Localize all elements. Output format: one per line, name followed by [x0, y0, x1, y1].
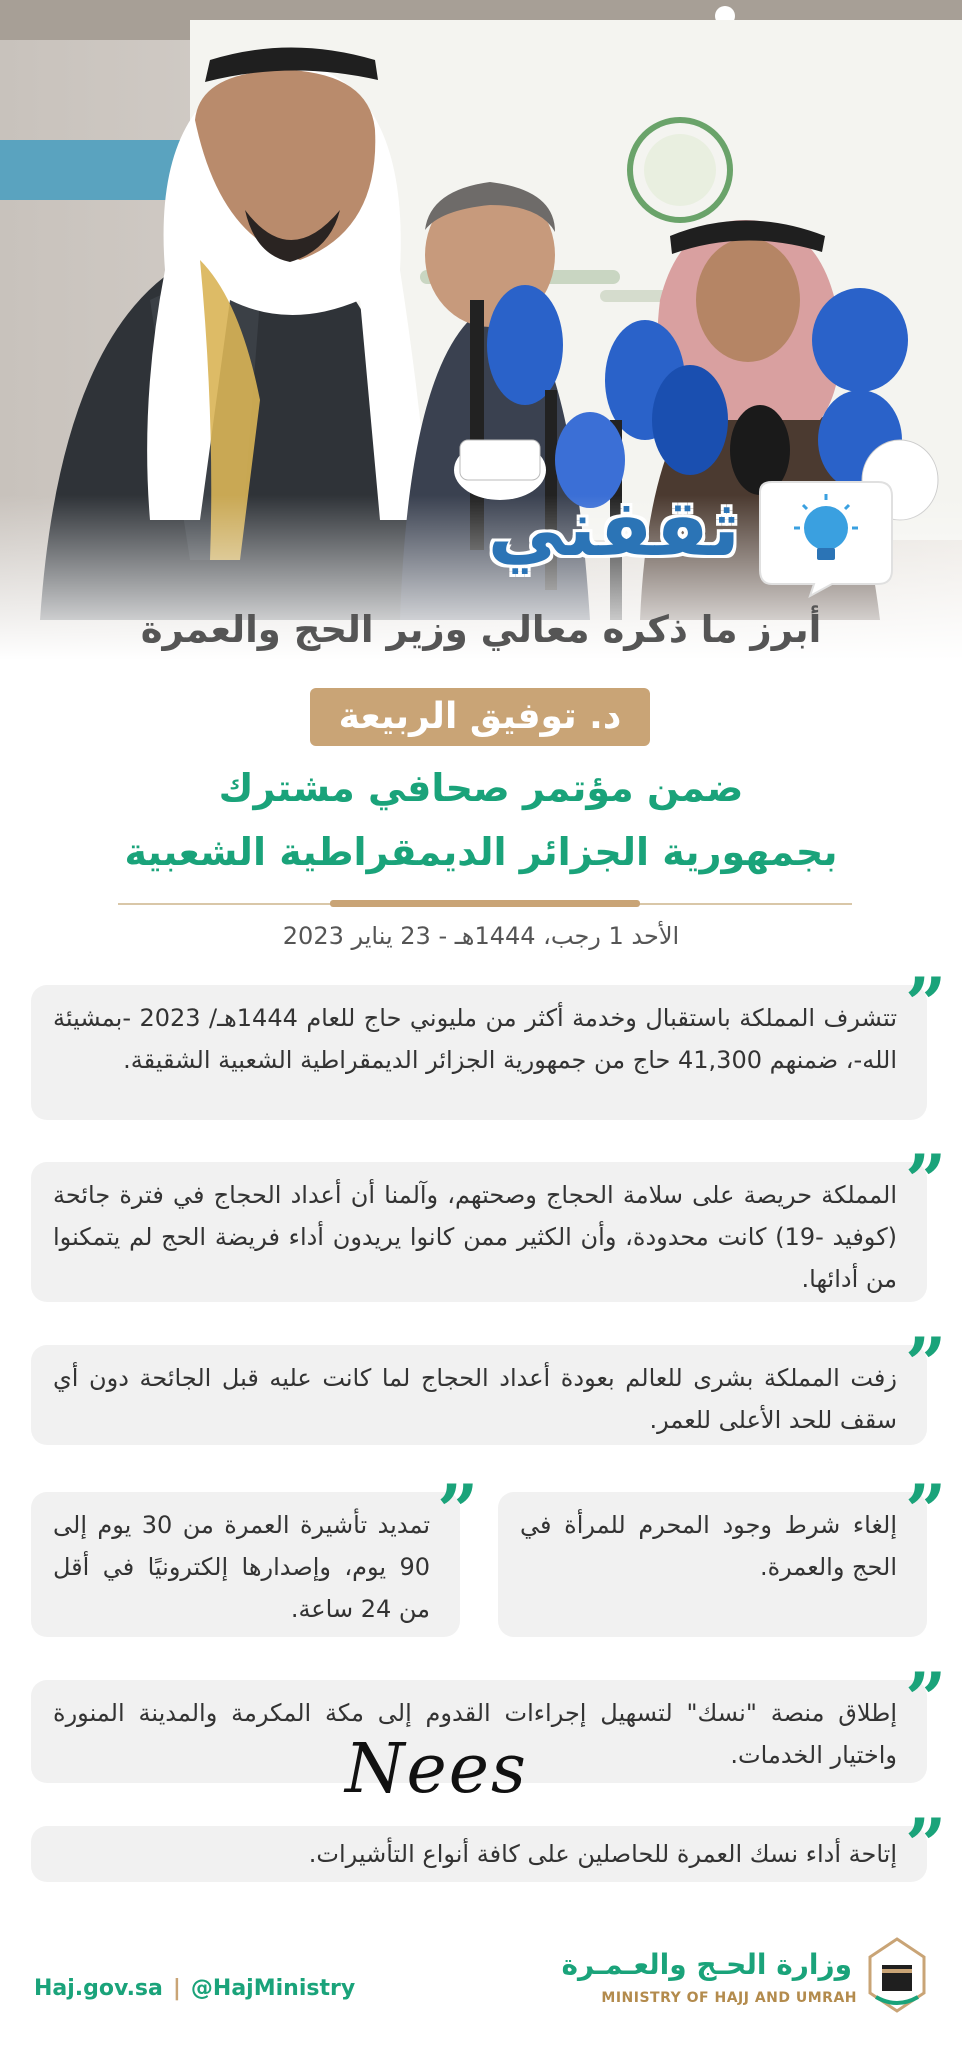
point-text: تتشرف المملكة باستقبال وخدمة أكثر من مليوني حاج للعام 1444هـ/ 2023 -بمشيئة الله-، ضمنهم 41,300 حاج من جمهورية الجزائر الديمقراطية الشعبية الشقيقة. — [53, 1004, 898, 1074]
watermark: Nees — [345, 1730, 528, 1809]
point-card-2 — [31, 1162, 927, 1302]
page-title: أبرز ما ذكره معالي وزير الحج والعمرة — [140, 608, 822, 651]
brand-logo — [380, 478, 900, 598]
website-link[interactable]: Haj.gov.sa — [34, 1976, 163, 2001]
quote-icon: ” — [905, 1468, 947, 1553]
point-card-7 — [31, 1826, 927, 1882]
footer-links — [34, 1976, 355, 2001]
ministry-name-ar: وزارة الحـج والعـمـرة — [561, 1948, 852, 1981]
point-text: إلغاء شرط وجود المحرم للمرأة في الحج والعمرة. — [520, 1511, 897, 1581]
twitter-handle-link[interactable]: @HajMinistry — [190, 1976, 356, 2001]
date-text: الأحد 1 رجب، 1444هـ - 23 يناير 2023 — [282, 922, 680, 950]
ministry-name-en: MINISTRY OF HAJJ AND UMRAH — [601, 1990, 857, 2006]
quote-icon: ” — [905, 1656, 947, 1741]
quote-icon: ” — [905, 961, 947, 1046]
point-text: المملكة حريصة على سلامة الحجاج وصحتهم، وآلمنا أن أعداد الحجاج في فترة جائحة (كوفيد -19) كانت محدودة، وأن الكثير ممن كانوا يريدون أداء فريضة الحج لم يتمكنوا من أدائها. — [53, 1181, 897, 1293]
quote-icon: ” — [437, 1468, 479, 1553]
point-text: إتاحة أداء نسك العمرة للحاصلين على كافة أنواع التأشيرات. — [308, 1840, 897, 1868]
minister-name-badge: د. توفيق الربيعة — [310, 688, 650, 746]
divider-accent — [330, 900, 640, 907]
point-card-5 — [31, 1492, 460, 1637]
point-card-1 — [31, 985, 927, 1120]
footer-separator: | — [172, 1976, 181, 2001]
quote-icon: ” — [905, 1321, 947, 1406]
point-text: زفت المملكة بشرى للعالم بعودة أعداد الحجاج لما كانت عليه قبل الجائحة دون أي سقف للحد الأعلى للعمر. — [53, 1364, 897, 1434]
brand-name: ثقفني — [487, 484, 740, 574]
quote-icon: ” — [905, 1138, 947, 1223]
point-text: إطلاق منصة "نسك" لتسهيل إجراءات القدوم إلى مكة المكرمة والمدينة المنورة واختيار الخدمات. — [53, 1699, 897, 1769]
subtitle-line-2: بجمهورية الجزائر الديمقراطية الشعبية — [124, 830, 838, 874]
point-card-4 — [498, 1492, 927, 1637]
subtitle-line-1: ضمن مؤتمر صحافي مشترك — [218, 766, 744, 810]
kaaba-logo-icon — [862, 1935, 932, 2015]
point-text: تمديد تأشيرة العمرة من 30 يوم إلى 90 يوم، وإصدارها إلكترونيًا في أقل من 24 ساعة. — [53, 1511, 430, 1623]
point-card-3 — [31, 1345, 927, 1445]
quote-icon: ” — [905, 1802, 947, 1887]
